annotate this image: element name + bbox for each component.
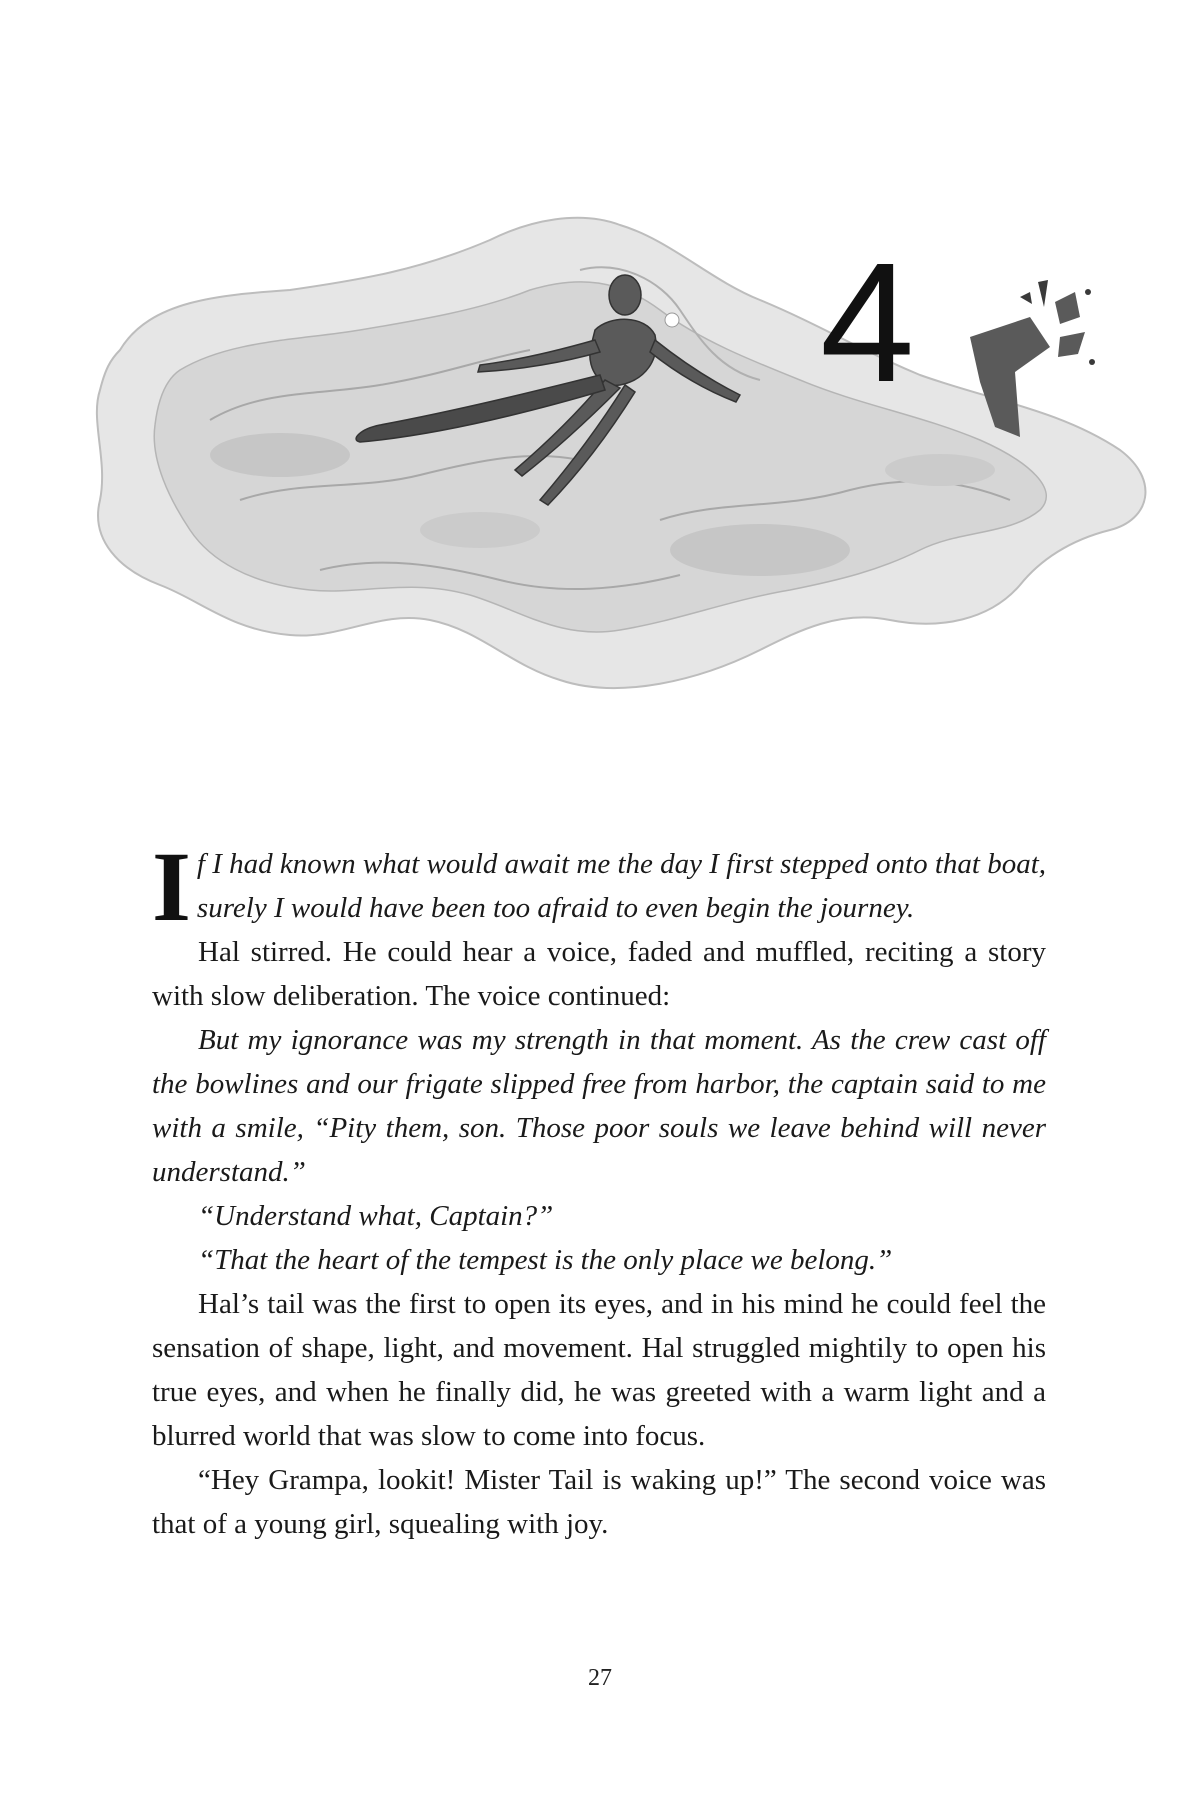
drop-cap: I xyxy=(152,831,191,942)
paragraph-5: “That the heart of the tempest is the only place we belong.” xyxy=(198,1244,893,1276)
paragraph-3: But my ignorance was my strength in that moment. As the crew cast off the bowlines and our frigate slipped free from harbor, the captain said to me with a smile, “Pity them, son. Those poor souls we leave behind will never understand.” xyxy=(152,1024,1046,1188)
water-pool-1 xyxy=(210,433,350,477)
opening-paragraph xyxy=(152,831,1046,942)
page-number: 27 xyxy=(588,1665,612,1691)
paragraph-4: “Understand what, Captain?” xyxy=(198,1200,554,1232)
paragraph-2: Hal stirred. He could hear a voice, faded and muffled, reciting a story with slow deliberation. The voice continued: xyxy=(152,936,1046,1012)
water-pool-3 xyxy=(420,512,540,548)
broken-shard-ornament xyxy=(960,262,1100,462)
paragraph-7: “Hey Grampa, lookit! Mister Tail is waking up!” The second voice was that of a young girl, squealing with joy. xyxy=(152,1464,1046,1540)
opening-text: f I had known what would await me the day I first stepped onto that boat, surely I would have been too afraid to even begin the journey. xyxy=(196,848,1046,924)
water-pool-2 xyxy=(670,524,850,576)
chapter-text xyxy=(152,831,1046,1546)
sparkle xyxy=(665,313,679,327)
chapter-number: 4 xyxy=(820,228,915,418)
paragraph-6: Hal’s tail was the first to open its eyes, and in his mind he could feel the sensation of shape, light, and movement. Hal struggled mightily to open his true eyes, and when he finally did, he was greeted with a warm light and a blurred world that was slow to come into focus. xyxy=(152,1288,1046,1452)
